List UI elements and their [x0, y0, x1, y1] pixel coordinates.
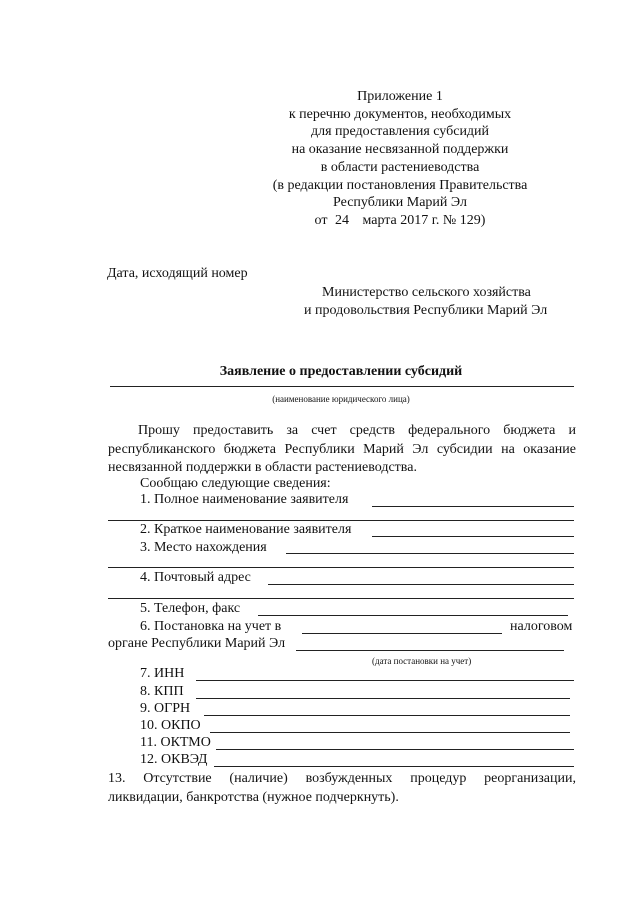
- item-13-paragraph: [108, 770, 576, 807]
- field-3-input-line[interactable]: [286, 553, 574, 554]
- appendix-line: (в редакции постановления Правительства: [272, 177, 528, 193]
- recipient-line-1: Министерство сельского хозяйства: [322, 285, 531, 300]
- appendix-line: для предоставления субсидий: [310, 124, 490, 140]
- field-6-label: 6. Постановка на учет в: [140, 619, 282, 634]
- info-intro: Сообщаю следующие сведения:: [140, 476, 331, 491]
- field-4-label: 4. Почтовый адрес: [140, 570, 251, 585]
- field-2-label: 2. Краткое наименование заявителя: [140, 522, 352, 537]
- field-12-input-line[interactable]: [214, 766, 574, 767]
- date-rest: марта 2017 г. №: [362, 212, 457, 228]
- field-1-continuation-line[interactable]: [108, 520, 574, 521]
- field-9-input-line[interactable]: [204, 715, 570, 716]
- field-11-input-line[interactable]: [216, 749, 574, 750]
- appendix-line: к перечню документов, необходимых: [288, 106, 512, 122]
- field-4-continuation-line[interactable]: [108, 598, 574, 599]
- field-5-input-line[interactable]: [258, 615, 568, 616]
- field-3-continuation-line[interactable]: [108, 567, 574, 568]
- appendix-date-line: [250, 212, 550, 230]
- appendix-header: [250, 88, 550, 230]
- date-close: ): [480, 212, 486, 228]
- entity-name-caption: (наименование юридического лица): [272, 394, 410, 404]
- field-2-input-line[interactable]: [372, 536, 574, 537]
- field-9-label: 9. ОГРН: [140, 701, 191, 716]
- appendix-line: на оказание несвязанной поддержки: [291, 142, 509, 158]
- request-paragraph: [108, 422, 576, 478]
- field-6-label-cont: органе Республики Марий Эл: [108, 636, 286, 651]
- recipient-line-2: и продовольствия Республики Марий Эл: [304, 303, 548, 318]
- field-3-label: 3. Место нахождения: [140, 540, 267, 555]
- item-13-text: 13. Отсутствие (наличие) возбужденных процедур реорганизации, ликвидации, банкротства (нужное подчеркнуть).: [108, 771, 576, 805]
- field-1-input-line[interactable]: [372, 506, 574, 507]
- sender-date-number-label: Дата, исходящий номер: [107, 266, 248, 281]
- field-8-input-line[interactable]: [196, 698, 570, 699]
- field-7-input-line[interactable]: [196, 680, 574, 681]
- appendix-line: Республики Марий Эл: [333, 195, 467, 211]
- appendix-line: Приложение 1: [357, 89, 443, 104]
- document-title: Заявление о предоставлении субсидий: [219, 364, 463, 379]
- date-day: 24: [334, 212, 349, 228]
- field-6-date-caption: (дата постановки на учет): [372, 656, 472, 666]
- field-6-date-line[interactable]: [296, 650, 564, 651]
- field-6-office-line[interactable]: [302, 633, 502, 634]
- field-6-label-tail: налоговом: [510, 619, 573, 634]
- field-11-label: 11. ОКТМО: [140, 735, 211, 750]
- field-1-label: 1. Полное наименование заявителя: [140, 492, 349, 507]
- date-prefix: от: [314, 212, 328, 228]
- field-4-input-line[interactable]: [268, 584, 574, 585]
- field-10-input-line[interactable]: [210, 732, 570, 733]
- appendix-line: в области растениеводства: [320, 159, 480, 175]
- field-12-label: 12. ОКВЭД: [140, 752, 208, 767]
- field-5-label: 5. Телефон, факс: [140, 601, 241, 616]
- request-text: Прошу предоставить за счет средств федерального бюджета и республиканского бюджета Республики Марий Эл субсидии на оказание несвязанной поддержки в области растениеводства.: [108, 423, 576, 475]
- field-10-label: 10. ОКПО: [140, 718, 201, 733]
- field-8-label: 8. КПП: [140, 684, 184, 699]
- field-7-label: 7. ИНН: [140, 666, 185, 681]
- entity-name-line[interactable]: [110, 386, 574, 387]
- date-number: 129: [459, 212, 481, 228]
